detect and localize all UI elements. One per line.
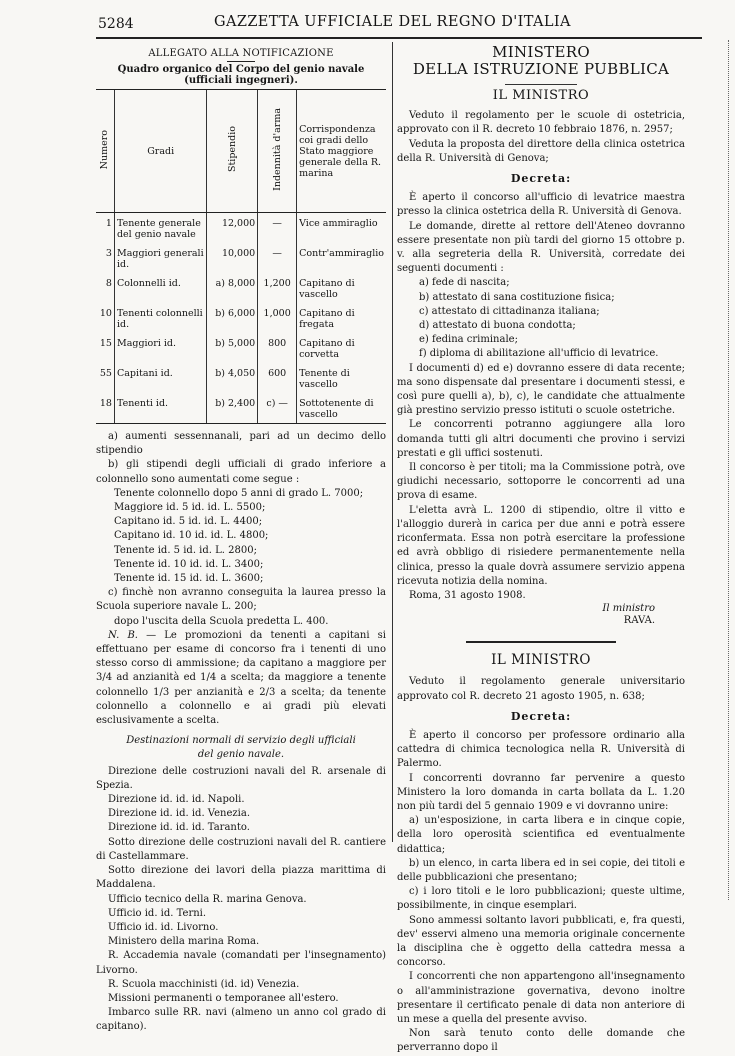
preamble-paragraph: Veduto il regolamento per le scuole di ostetricia, approvato con il R. decreto 10 febbraio 1876, n. 2957; bbox=[397, 110, 685, 136]
cell-grado: Capitani id. bbox=[114, 363, 206, 393]
document-item: d) attestato di buona condotta; bbox=[419, 320, 576, 332]
page-edge-line bbox=[728, 40, 729, 900]
col-indennita: Indennità d'arma bbox=[258, 90, 297, 213]
section1-signature bbox=[397, 603, 655, 627]
document-item: c) attestato di cittadinanza italiana; bbox=[419, 305, 600, 317]
cell-corrispondenza: Capitano di corvetta bbox=[297, 333, 386, 363]
cell-indennita: — bbox=[258, 213, 297, 244]
table-notes bbox=[96, 430, 386, 1035]
cell-stipendio: a) 8,000 bbox=[207, 273, 258, 303]
cell-corrispondenza: Contr'ammiraglio bbox=[297, 243, 386, 273]
cell-grado: Tenenti colonnelli id. bbox=[114, 303, 206, 333]
header-rule bbox=[96, 37, 702, 39]
note-a: a) aumenti sessennanali, pari ad un decimo dello stipendio bbox=[96, 431, 386, 457]
left-column bbox=[96, 44, 386, 1035]
destination-line: R. Scuola macchinisti (id. id) Venezia. bbox=[108, 978, 300, 990]
cell-indennita: c) — bbox=[258, 393, 297, 424]
cell-corrispondenza: Capitano di vascello bbox=[297, 273, 386, 303]
cell-corrispondenza: Vice ammiraglio bbox=[297, 213, 386, 244]
short-rule bbox=[227, 61, 255, 62]
cell-indennita: 1,200 bbox=[258, 273, 297, 303]
ministry-rule bbox=[505, 84, 577, 85]
signature-name: RAVA. bbox=[623, 615, 655, 627]
page-header bbox=[84, 12, 704, 38]
destination-line: Direzione delle costruzioni navali del R. arsenale di Spezia. bbox=[96, 765, 386, 791]
destination-line: Sotto direzione delle costruzioni navali del R. cantiere di Castellammare. bbox=[96, 836, 386, 862]
destination-line: Direzione id. id. id. Taranto. bbox=[108, 822, 250, 834]
col-stipendio: Stipendio bbox=[207, 90, 258, 213]
increment-line: Tenente id. 15 id. id. L. 3600; bbox=[114, 573, 264, 585]
section2-body bbox=[397, 729, 685, 814]
body-paragraph: L'eletta avrà L. 1200 di stipendio, oltre il vitto e l'alloggio durerà in carica per due anni e potrà essere riconfermata. Essa non potrà esercitare la professione ed avrà obbligo di risiedere permanentemente nella clinica, presso la quale dovrà assumere servizio appena ricevuta notizia della nomina. bbox=[397, 504, 685, 587]
section1-after bbox=[397, 362, 685, 589]
ministry-title bbox=[397, 44, 685, 78]
table-header-row bbox=[96, 90, 386, 213]
right-column bbox=[397, 44, 685, 1056]
increment-line: Maggiore id. 5 id. id. L. 5500; bbox=[114, 502, 266, 514]
cell-grado: Maggiori generali id. bbox=[114, 243, 206, 273]
table-row bbox=[96, 363, 386, 393]
section1-documents bbox=[397, 276, 685, 361]
body-paragraph: È aperto il concorso all'ufficio di levatrice maestra presso la clinica ostetrica della R. Università di Genova. bbox=[397, 192, 685, 218]
table-row bbox=[96, 243, 386, 273]
cell-numero: 1 bbox=[105, 218, 112, 229]
body-paragraph: Il concorso è per titoli; ma la Commissione potrà, ove giudichi necessario, sottoporre le concorrenti ad una prova di esame. bbox=[397, 462, 685, 502]
cell-stipendio: b) 2,400 bbox=[207, 393, 258, 424]
increment-line: Tenente colonnello dopo 5 anni di grado L. 7000; bbox=[114, 487, 364, 499]
destination-line: Sotto direzione dei lavori della piazza marittima di Maddalena. bbox=[96, 865, 386, 891]
cell-corrispondenza: Tenente di vascello bbox=[297, 363, 386, 393]
col-gradi: Gradi bbox=[114, 90, 206, 213]
table-row bbox=[96, 213, 386, 244]
cell-stipendio: 10,000 bbox=[207, 243, 258, 273]
cell-corrispondenza: Sottotenente di vascello bbox=[297, 393, 386, 424]
increment-line: Tenente id. 5 id. id. L. 2800; bbox=[114, 544, 257, 556]
table-title: Quadro organico del Corpo del genio navale (ufficiali ingegneri). bbox=[117, 64, 365, 86]
destinations-title-line-1: Destinazioni normali di servizio degli ufficiali bbox=[126, 735, 356, 747]
organic-table bbox=[96, 89, 386, 424]
journal-title: GAZZETTA UFFICIALE DEL REGNO D'ITALIA bbox=[214, 14, 571, 30]
destination-line: Missioni permanenti o temporanee all'estero. bbox=[108, 992, 339, 1004]
cell-corrispondenza: Capitano di fregata bbox=[297, 303, 386, 333]
body-paragraph: Le domande, dirette al rettore dell'Ateneo dovranno essere presentate non più tardi del giorno 15 ottobre p. v. alla segreteria della R. Università, corredate dei seguenti documenti : bbox=[397, 220, 685, 275]
page-number: 5284 bbox=[98, 16, 134, 32]
cell-numero: 55 bbox=[99, 368, 112, 379]
cell-grado: Colonnelli id. bbox=[114, 273, 206, 303]
increment-line: Capitano id. 10 id. id. L. 4800; bbox=[114, 530, 269, 542]
section1-heading: IL MINISTRO bbox=[492, 88, 590, 103]
cell-numero: 8 bbox=[105, 278, 112, 289]
body-paragraph: Le concorrenti potranno aggiungere alla loro domanda tutti gli altri documenti che provino i servizi prestati e gli uffici sostenuti. bbox=[397, 419, 685, 459]
cell-indennita: 1,000 bbox=[258, 303, 297, 333]
note-c-2: dopo l'uscita della Scuola predetta L. 400. bbox=[114, 615, 329, 627]
section-separator bbox=[466, 641, 616, 643]
increment-line: Tenente id. 10 id. id. L. 3400; bbox=[114, 558, 264, 570]
destination-line: Ufficio id. id. Terni. bbox=[108, 907, 207, 919]
destination-line: R. Accademia navale (comandati per l'insegnamento) Livorno. bbox=[96, 950, 386, 976]
destination-line: Direzione id. id. id. Napoli. bbox=[108, 794, 245, 806]
cell-grado: Maggiori id. bbox=[114, 333, 206, 363]
body-paragraph: Non sarà tenuto conto delle domande che perverranno dopo il bbox=[397, 1028, 685, 1054]
section1-body bbox=[397, 191, 685, 276]
body-paragraph: È aperto il concorso per professore ordinario alla cattedra di chimica tecnologica nella R. Università di Palermo. bbox=[397, 729, 685, 770]
allegato-heading: ALLEGATO ALLA NOTIFICAZIONE bbox=[148, 48, 334, 59]
destination-line: Imbarco sulle RR. navi (almeno un anno col grado di capitano). bbox=[96, 1007, 386, 1033]
table-row bbox=[96, 303, 386, 333]
document-item: e) fedina criminale; bbox=[419, 334, 518, 346]
requirement-item: c) i loro titoli e le loro pubblicazioni; queste ultime, possibilmente, in cinque esemplari. bbox=[397, 886, 685, 912]
section2-heading: IL MINISTRO bbox=[491, 652, 591, 669]
cell-numero: 10 bbox=[99, 308, 112, 319]
body-paragraph: I documenti d) ed e) dovranno essere di data recente; ma sono dispensate dal presentare i documenti stessi, e così pure quelli a), b), c), le candidate che attualmente già prestino servizio presso istituti o scuole ostetriche. bbox=[397, 362, 685, 417]
nb-text: — Le promozioni da tenenti a capitani si effettuano per esame di concorso fra i tenenti di uno stesso corso di ammissione; da capitano a maggiore per 3/4 ad anzianità ed 1/4 a scelta; da maggiore a tenente colonnello 1/3 per anzianità e 2/3 a scelta; da tenente colonnello a colonnello e ai gradi più elevati esclusivamente a scelta. bbox=[96, 629, 386, 727]
body-paragraph: I concorrenti dovranno far pervenire a questo Ministero la loro domanda in carta bollata da L. 1.20 non più tardi del 5 gennaio 1909 e vi dovranno unire: bbox=[397, 772, 685, 812]
nb-label: N. B. bbox=[108, 629, 138, 641]
cell-numero: 15 bbox=[99, 338, 112, 349]
destination-line: Ministero della marina Roma. bbox=[108, 936, 260, 948]
cell-indennita: — bbox=[258, 243, 297, 273]
destinations-title bbox=[96, 734, 386, 762]
document-item: f) diploma di abilitazione all'ufficio di levatrice. bbox=[419, 348, 659, 360]
preamble-paragraph: Veduta la proposta del direttore della clinica ostetrica della R. Università di Genova; bbox=[397, 138, 685, 164]
cell-numero: 3 bbox=[105, 248, 112, 259]
col-corrispondenza: Corrispondenza coi gradi dello Stato maggiore generale della R. marina bbox=[297, 90, 386, 213]
section2-after bbox=[397, 914, 685, 1056]
column-divider bbox=[392, 42, 393, 842]
nb-paragraph bbox=[96, 629, 386, 728]
requirement-item: a) un'esposizione, in carta libera e in cinque copie, della loro operosità scientifica ed eventualmente didattica; bbox=[397, 815, 685, 855]
table-row bbox=[96, 333, 386, 363]
cell-stipendio: 12,000 bbox=[207, 213, 258, 244]
cell-stipendio: b) 5,000 bbox=[207, 333, 258, 363]
requirement-item: b) un elenco, in carta libera ed in sei copie, dei titoli e delle pubblicazioni che presentano; bbox=[397, 857, 685, 883]
document-item: a) fede di nascita; bbox=[419, 277, 510, 289]
cell-numero: 18 bbox=[96, 393, 114, 424]
section1-preamble bbox=[397, 109, 685, 166]
table-row bbox=[96, 273, 386, 303]
table-row bbox=[96, 393, 386, 424]
cell-stipendio: b) 6,000 bbox=[207, 303, 258, 333]
cell-stipendio: b) 4,050 bbox=[207, 363, 258, 393]
section2-preamble: Veduto il regolamento generale universitario approvato col R. decreto 21 agosto 1905, n. 638; bbox=[397, 676, 685, 702]
body-paragraph: I concorrenti che non appartengono all'insegnamento o all'amministrazione governativa, devono inoltre presentare il certificato penale di data non anteriore di un mese a quella del presente avviso. bbox=[397, 971, 685, 1025]
section1-date: Roma, 31 agosto 1908. bbox=[409, 589, 526, 601]
cell-indennita: 800 bbox=[258, 333, 297, 363]
document-item: b) attestato di sana costituzione fisica; bbox=[419, 291, 615, 303]
col-numero: Numero bbox=[96, 90, 114, 213]
ministry-line-2: DELLA ISTRUZIONE PUBBLICA bbox=[412, 60, 670, 78]
section1-decreta: Decreta: bbox=[510, 172, 572, 186]
note-c: c) finchè non avranno conseguita la laurea presso la Scuola superiore navale L. 200; bbox=[96, 587, 386, 613]
destination-line: Ufficio tecnico della R. marina Genova. bbox=[108, 893, 307, 905]
note-b: b) gli stipendi degli ufficiali di grado inferiore a colonnello sono aumentati come segue : bbox=[96, 459, 386, 485]
section2-decreta: Decreta: bbox=[510, 709, 572, 723]
destination-line: Ufficio id. id. Livorno. bbox=[108, 921, 219, 933]
increment-line: Capitano id. 5 id. id. L. 4400; bbox=[114, 516, 263, 528]
destination-line: Direzione id. id. id. Venezia. bbox=[108, 808, 250, 820]
ministry-line-1: MINISTERO bbox=[492, 43, 590, 61]
body-paragraph: Sono ammessi soltanto lavori pubblicati, e, fra questi, dev' esservi almeno una memoria originale concernente la disciplina che è oggetto della cattedra messa a concorso. bbox=[397, 914, 685, 969]
section2-items bbox=[397, 814, 685, 913]
cell-grado: Tenenti id. bbox=[114, 393, 206, 424]
increments-list bbox=[96, 487, 386, 586]
signature-title: Il ministro bbox=[602, 603, 655, 615]
cell-grado: Tenente generale del genio navale bbox=[114, 213, 206, 244]
cell-indennita: 600 bbox=[258, 363, 297, 393]
destinations-title-line-2: del genio navale. bbox=[197, 749, 285, 761]
